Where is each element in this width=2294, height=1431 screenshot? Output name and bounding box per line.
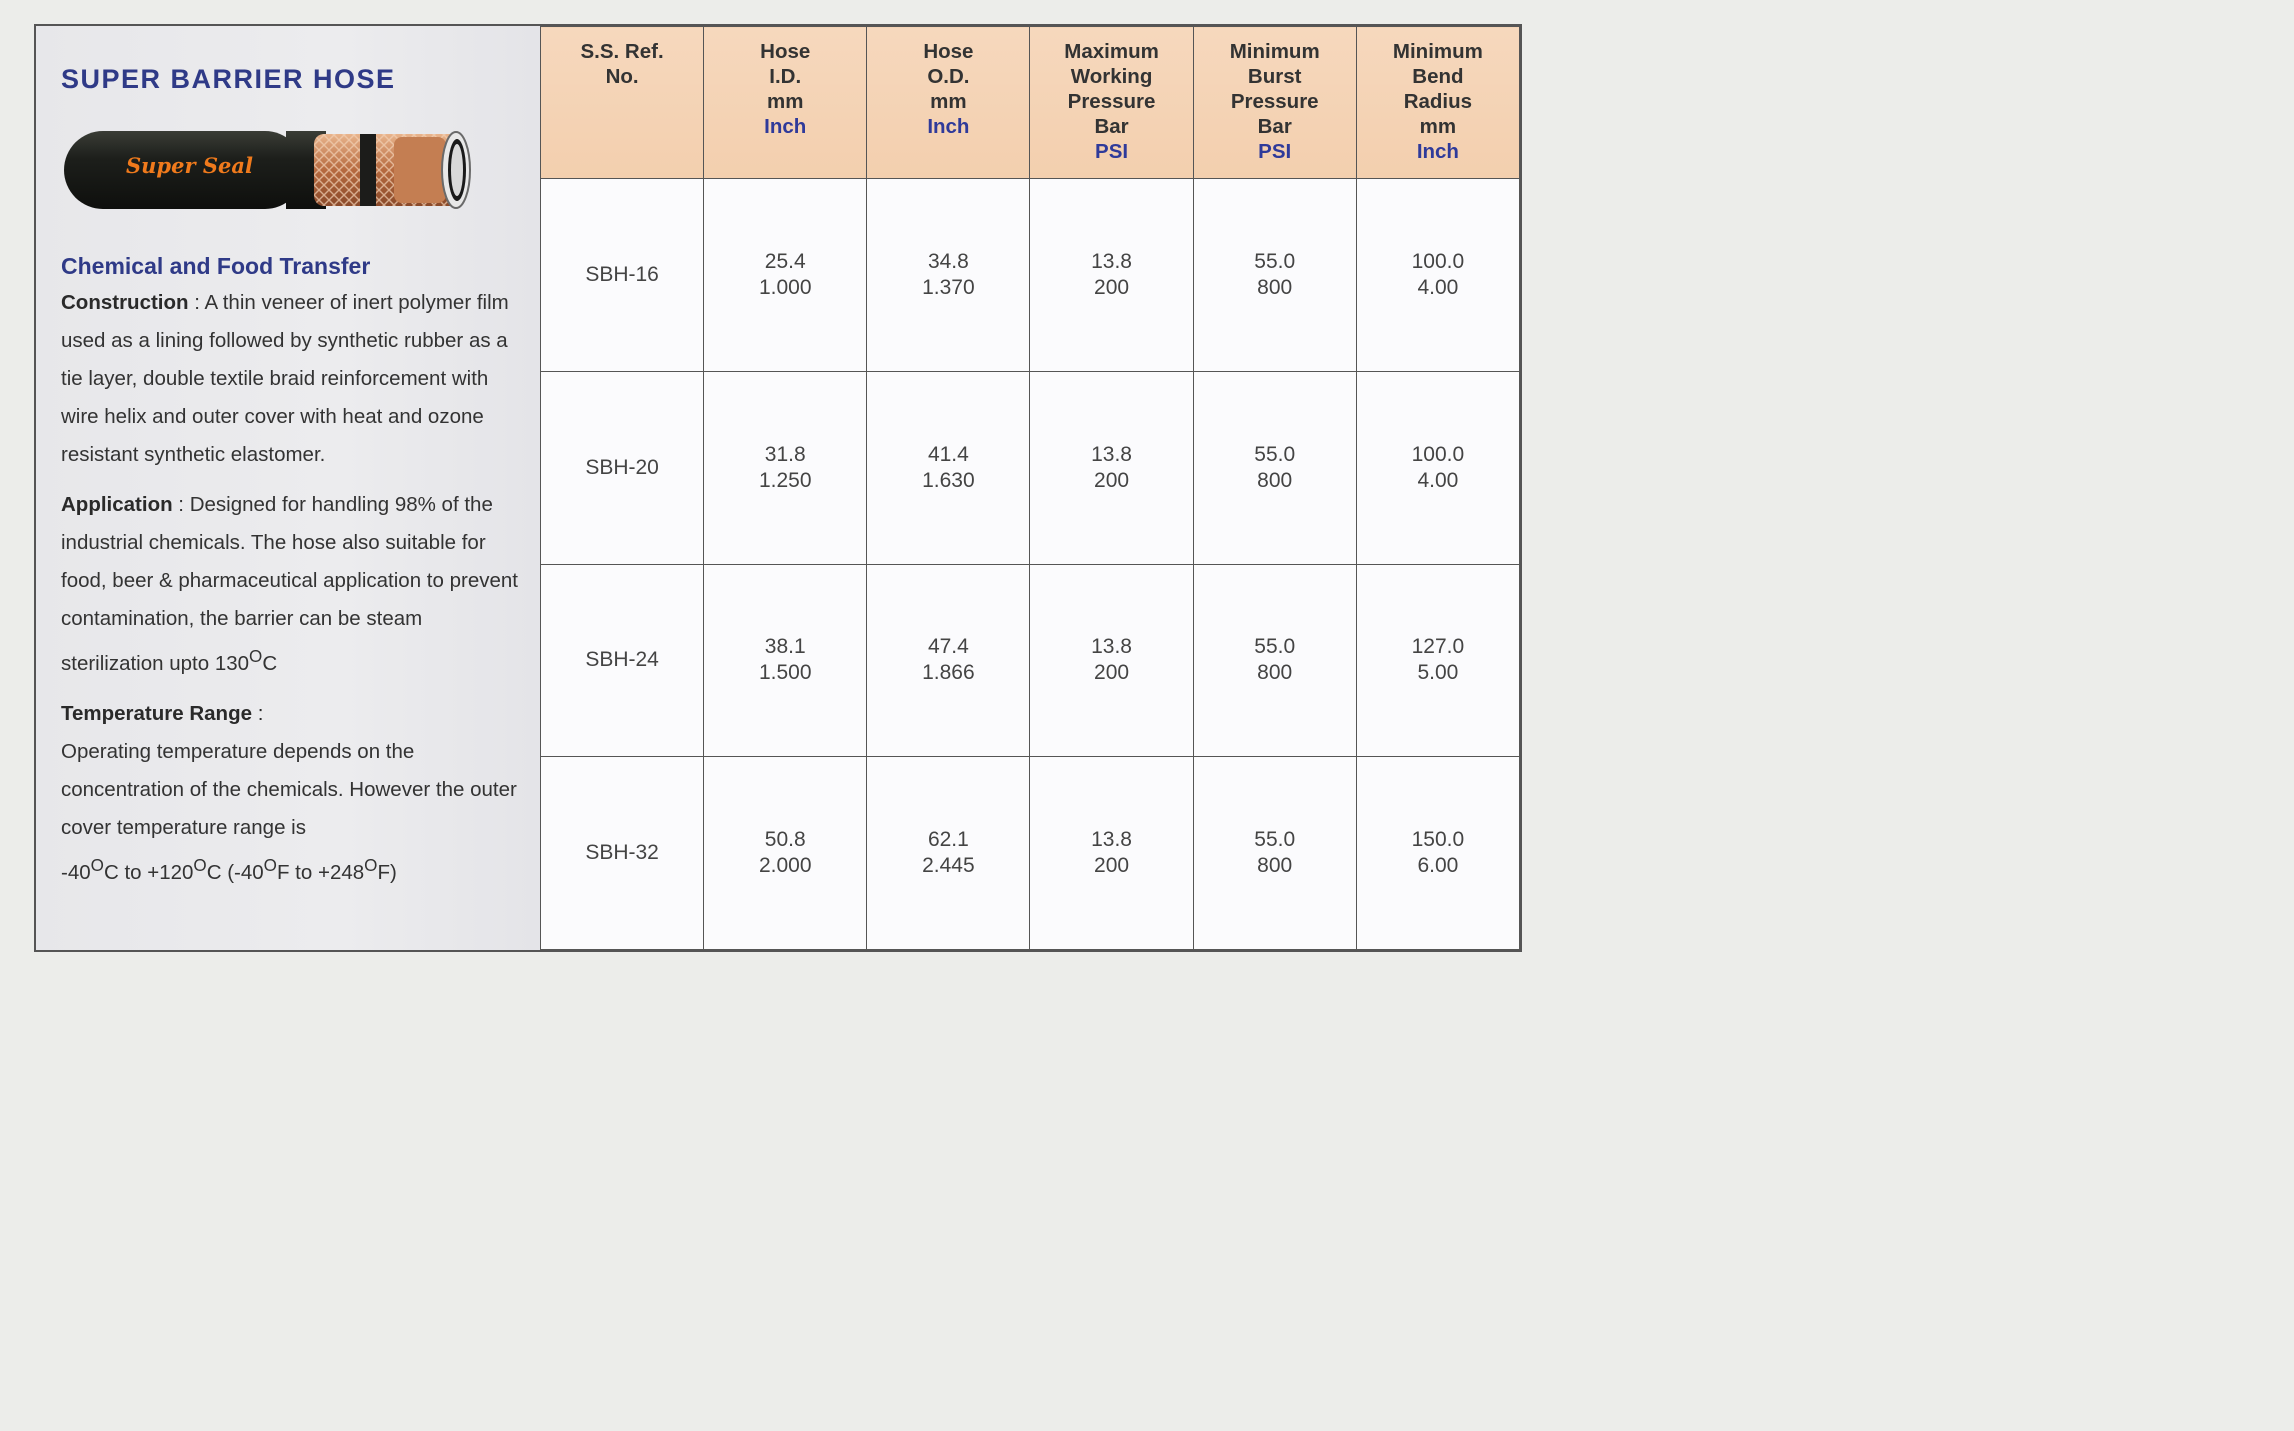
column-header-ref-no (541, 27, 704, 179)
cell-value: SBH-24 (585, 648, 659, 672)
table-cell-min-bend-radius (1356, 757, 1519, 950)
table-cell-min-burst-pressure (1193, 757, 1356, 950)
table-cell-hose-id (704, 371, 867, 564)
header-line: I.D. (769, 65, 802, 88)
table-row (541, 179, 1520, 372)
table-cell-ref-no (541, 179, 704, 372)
table-cell-max-working-pressure (1030, 179, 1193, 372)
column-header-min-bend-radius (1356, 27, 1519, 179)
cell-value: 200 (1094, 854, 1130, 878)
cell-value: 13.8 (1091, 828, 1132, 852)
table-cell-hose-id (704, 179, 867, 372)
cell-value: 38.1 (764, 635, 806, 659)
header-line: Pressure (1067, 90, 1156, 113)
cell-value: 150.0 (1411, 828, 1465, 852)
header-line: S.S. Ref. (580, 40, 664, 63)
cell-value: 25.4 (764, 249, 806, 273)
header-line: Burst (1247, 65, 1302, 88)
cell-value: SBH-16 (585, 262, 659, 286)
header-unit: PSI (1095, 140, 1129, 163)
header-line: mm (1419, 115, 1457, 138)
cell-value: SBH-32 (585, 841, 659, 865)
description-panel (36, 26, 540, 950)
header-line: Bend (1412, 65, 1464, 88)
cell-value: 200 (1094, 468, 1130, 492)
cell-value: 1.500 (758, 661, 812, 685)
spec-table (540, 26, 1520, 950)
application-unit: C (262, 651, 278, 675)
table-cell-hose-od (867, 564, 1030, 757)
cell-value: 1.250 (758, 468, 812, 492)
header-line: Hose (923, 40, 974, 63)
cell-value: 55.0 (1254, 635, 1296, 659)
temperature-range-part: C (-40 (206, 860, 264, 884)
cell-value: 127.0 (1411, 635, 1465, 659)
header-line: No. (605, 65, 639, 88)
cell-value: 31.8 (764, 442, 806, 466)
application-text: : Designed for handling 98% of the industrial chemicals. The hose also suitable for food, beer & pharmaceutical application to prevent contamination, the barrier can be steam sterilization upto 130 (61, 493, 518, 675)
construction-text: : A thin veneer of inert polymer film used as a lining followed by synthetic rubber as a tie layer, double textile braid reinforcement with wire helix and outer cover with heat and ozone resistant synthetic elastomer. (61, 291, 509, 466)
header-line: Minimum (1229, 40, 1320, 63)
cell-value: 34.8 (927, 249, 969, 273)
temperature-label-suffix: : (252, 701, 264, 725)
brand-logo-text: Super Seal (126, 153, 253, 178)
degree-symbol: O (364, 855, 378, 875)
product-subtitle: Chemical and Food Transfer (61, 253, 371, 279)
column-header-hose-od (867, 27, 1030, 179)
degree-symbol: O (193, 855, 207, 875)
cell-value: 800 (1257, 854, 1293, 878)
spec-table-container (540, 26, 1520, 950)
cell-value: 800 (1257, 275, 1293, 299)
header-unit: Inch (927, 115, 970, 138)
cell-value: 6.00 (1417, 854, 1459, 878)
table-cell-hose-id (704, 757, 867, 950)
cell-value: 200 (1094, 661, 1130, 685)
table-body (541, 179, 1520, 950)
column-header-hose-id (704, 27, 867, 179)
table-cell-min-bend-radius (1356, 371, 1519, 564)
cell-value: 1.866 (922, 661, 975, 685)
cell-value: 1.000 (758, 275, 812, 299)
cell-value: 2.445 (922, 854, 975, 878)
header-unit: PSI (1258, 140, 1292, 163)
header-line: Working (1070, 65, 1153, 88)
application-label: Application (61, 493, 173, 516)
table-row (541, 757, 1520, 950)
table-cell-ref-no (541, 371, 704, 564)
table-cell-max-working-pressure (1030, 757, 1193, 950)
cell-value: 1.630 (922, 468, 975, 492)
header-unit: Inch (1416, 140, 1459, 163)
table-cell-hose-id (704, 564, 867, 757)
header-line: Bar (1094, 115, 1129, 138)
cell-value: 62.1 (927, 828, 969, 852)
table-cell-hose-od (867, 371, 1030, 564)
table-row (541, 371, 1520, 564)
cell-value: 800 (1257, 661, 1293, 685)
application-paragraph (61, 486, 518, 683)
temperature-range-part: F to +248 (276, 860, 365, 884)
header-line: Bar (1257, 115, 1292, 138)
hose-image (64, 125, 484, 215)
table-cell-min-bend-radius (1356, 564, 1519, 757)
cell-value: 1.370 (922, 275, 975, 299)
temperature-range (61, 847, 518, 892)
temperature-label: Temperature Range (61, 701, 253, 725)
header-line: Minimum (1392, 40, 1483, 63)
table-cell-min-bend-radius (1356, 179, 1519, 372)
cell-value: 2.000 (758, 854, 812, 878)
degree-symbol: O (263, 855, 277, 875)
cell-value: 13.8 (1091, 635, 1132, 659)
cell-value: 100.0 (1411, 442, 1465, 466)
spec-sheet (34, 24, 1522, 952)
table-cell-min-burst-pressure (1193, 179, 1356, 372)
header-line: Radius (1403, 90, 1473, 113)
product-title: SUPER BARRIER HOSE (61, 64, 396, 94)
cell-value: 200 (1094, 275, 1130, 299)
table-cell-hose-od (867, 757, 1030, 950)
table-header-row (541, 27, 1520, 179)
table-cell-max-working-pressure (1030, 564, 1193, 757)
temperature-range-part: C to +120 (103, 860, 194, 884)
temperature-text: Operating temperature depends on the concentration of the chemicals. However the outer cover temperature range is (61, 739, 517, 839)
header-line: Hose (760, 40, 811, 63)
cell-value: 47.4 (927, 635, 969, 659)
table-cell-min-burst-pressure (1193, 564, 1356, 757)
table-cell-max-working-pressure (1030, 371, 1193, 564)
temperature-range-part: -40 (61, 860, 91, 884)
temperature-heading (61, 695, 518, 733)
cell-value: 4.00 (1417, 468, 1459, 492)
table-cell-min-burst-pressure (1193, 371, 1356, 564)
cell-value: 55.0 (1254, 442, 1296, 466)
header-line: mm (930, 90, 967, 113)
table-cell-ref-no (541, 757, 704, 950)
header-line: mm (767, 90, 804, 113)
cell-value: 100.0 (1411, 249, 1465, 273)
temperature-range-part: F) (377, 860, 397, 884)
header-line: Maximum (1064, 40, 1159, 63)
cell-value: 4.00 (1417, 275, 1459, 299)
cell-value: 800 (1257, 468, 1293, 492)
degree-symbol: O (249, 647, 263, 666)
cell-value: 55.0 (1254, 249, 1296, 273)
table-cell-hose-od (867, 179, 1030, 372)
table-row (541, 564, 1520, 757)
degree-symbol: O (90, 855, 104, 875)
column-header-min-burst-pressure (1193, 27, 1356, 179)
construction-paragraph (61, 284, 518, 474)
cell-value: 13.8 (1091, 442, 1132, 466)
cell-value: SBH-20 (585, 455, 659, 479)
cell-value: 13.8 (1091, 249, 1132, 273)
header-unit: Inch (764, 115, 807, 138)
cell-value: 55.0 (1254, 828, 1296, 852)
cell-value: 41.4 (927, 442, 969, 466)
table-cell-ref-no (541, 564, 704, 757)
temperature-paragraph (61, 733, 518, 892)
header-line: O.D. (927, 65, 970, 88)
header-line: Pressure (1230, 90, 1319, 113)
cell-value: 5.00 (1417, 661, 1459, 685)
cell-value: 50.8 (764, 828, 806, 852)
construction-label: Construction (61, 291, 189, 314)
column-header-max-working-pressure (1030, 27, 1193, 179)
